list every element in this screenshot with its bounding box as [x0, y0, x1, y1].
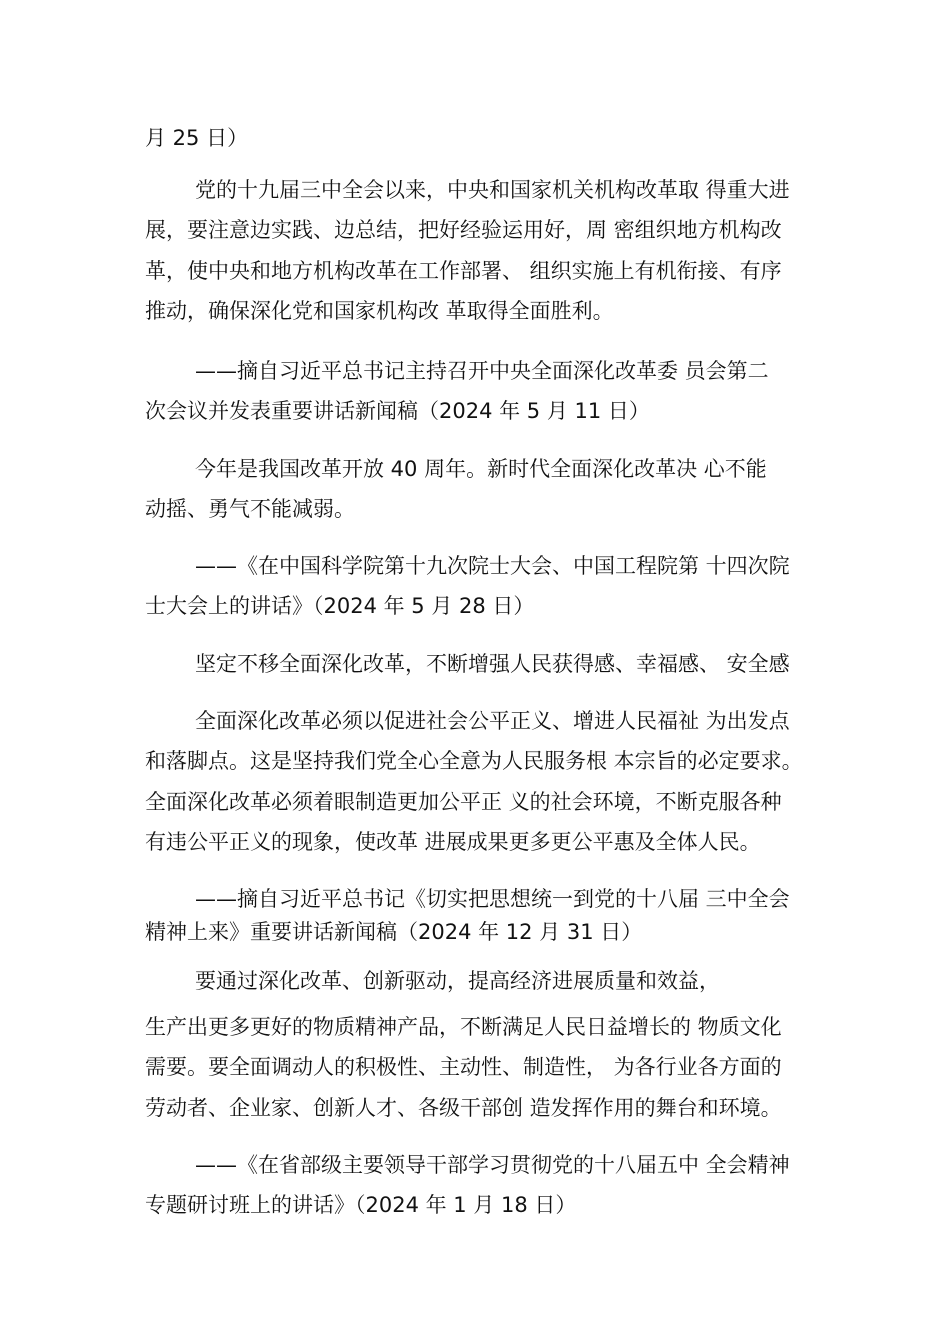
citation-line: ——摘自习近平总书记《切实把思想统一到党的十八届 三中全会 — [195, 887, 790, 911]
citation-line: ——摘自习近平总书记主持召开中央全面深化改革委 员会第二 — [195, 359, 769, 383]
citation-line: ——《在中国科学院第十九次院士大会、中国工程院第 十四次院 — [195, 554, 790, 578]
paragraph-line: 劳动者、企业家、创新人才、各级干部创 造发挥作用的舞台和环境。 — [145, 1096, 782, 1120]
paragraph-line: 党的十九届三中全会以来，中央和国家机关机构改革取 得重大进 — [195, 178, 790, 202]
paragraph-line: 要通过深化改革、创新驱动，提高经济进展质量和效益， — [195, 969, 720, 993]
citation-line: 次会议并发表重要讲话新闻稿（2024 年 5 月 11 日） — [145, 399, 650, 423]
paragraph-line: 动摇、勇气不能减弱。 — [145, 497, 355, 521]
paragraph-line: 和落脚点。这是坚持我们党全心全意为人民服务根 本宗旨的必定要求。 — [145, 749, 803, 773]
paragraph-line: 全面深化改革必须着眼制造更加公平正 义的社会环境，不断克服各种 — [145, 790, 782, 814]
citation-line: 专题研讨班上的讲话》（2024 年 1 月 18 日） — [145, 1193, 577, 1217]
citation-line: 士大会上的讲话》（2024 年 5 月 28 日） — [145, 594, 535, 618]
paragraph-line: 坚定不移全面深化改革，不断增强人民获得感、幸福感、 安全感 — [195, 652, 790, 676]
paragraph-line: 革，使中央和地方机构改革在工作部署、 组织实施上有机衔接、有序 — [145, 259, 782, 283]
paragraph-line: 展，要注意边实践、边总结，把好经验运用好，周 密组织地方机构改 — [145, 218, 782, 242]
citation-line: ——《在省部级主要领导干部学习贯彻党的十八届五中 全会精神 — [195, 1153, 790, 1177]
citation-line: 精神上来》重要讲话新闻稿（2024 年 12 月 31 日） — [145, 920, 643, 944]
paragraph-line: 推动，确保深化党和国家机构改 革取得全面胜利。 — [145, 299, 614, 323]
text-line: 月 25 日） — [145, 126, 249, 150]
paragraph-line: 有违公平正义的现象，使改革 进展成果更多更公平惠及全体人民。 — [145, 830, 761, 854]
paragraph-line: 生产出更多更好的物质精神产品，不断满足人民日益增长的 物质文化 — [145, 1015, 782, 1039]
paragraph-line: 需要。要全面调动人的积极性、主动性、制造性， 为各行业各方面的 — [145, 1055, 782, 1079]
paragraph-line: 全面深化改革必须以促进社会公平正义、增进人民福祉 为出发点 — [195, 709, 790, 733]
paragraph-line: 今年是我国改革开放 40 周年。新时代全面深化改革决 心不能 — [195, 457, 767, 481]
